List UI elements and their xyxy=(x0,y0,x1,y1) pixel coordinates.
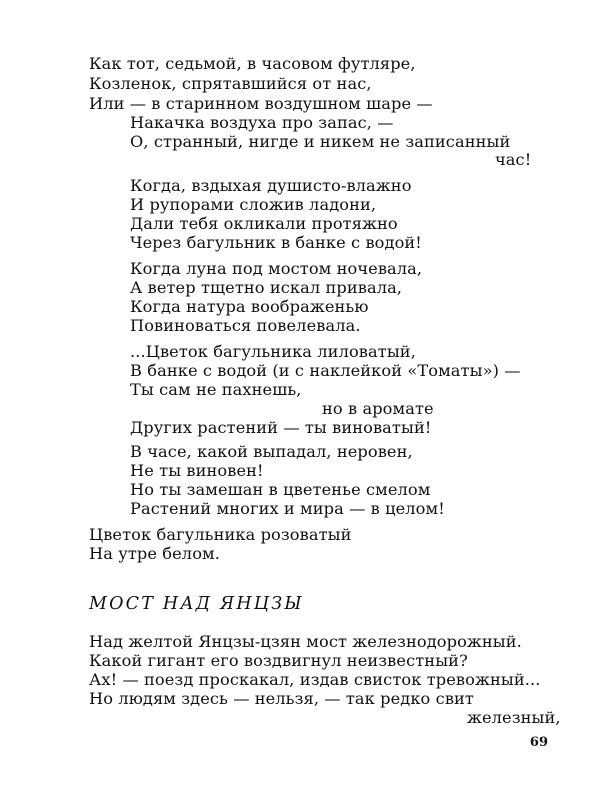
poem-line: Цветок багульника розоватый xyxy=(89,525,352,544)
poem-line: На утре белом. xyxy=(89,544,220,563)
poem-line: ...Цветок багульника лиловатый, xyxy=(130,342,416,361)
poem-line: железный, xyxy=(467,708,561,727)
page-number: 69 xyxy=(529,735,548,750)
poem-line: Накачка воздуха про запас, — xyxy=(130,113,394,132)
poem-line: В банке с водой (и с наклейкой «Томаты») — xyxy=(130,361,521,380)
poem-line: Других растений — ты виноватый! xyxy=(130,418,432,437)
poem-line: Над желтой Янцзы-цзян мост железнодорожный. xyxy=(89,632,522,651)
poem-line: Как тот, седьмой, в часовом футляре, xyxy=(89,54,416,73)
poem-line: Но ты замешан в цветенье смелом xyxy=(130,480,431,499)
poem-line: Повиноваться повелевала. xyxy=(130,316,361,335)
section-title: МОСТ НАД ЯНЦЗЫ xyxy=(89,594,304,614)
poem-line: О, странный, нигде и никем не записанный xyxy=(130,132,511,151)
poem-line: Когда, вздыхая душисто-влажно xyxy=(130,176,412,195)
poem-line: Какой гигант его воздвигнул неизвестный? xyxy=(89,651,468,670)
poem-line: час! xyxy=(495,150,532,169)
poem-line: Когда натура воображенью xyxy=(130,297,369,316)
poem-line: но в аромате xyxy=(322,399,434,418)
poem-line: А ветер тщетно искал привала, xyxy=(130,278,403,297)
poem-line: И рупорами сложив ладони, xyxy=(130,195,377,214)
poem-line: Растений многих и мира — в целом! xyxy=(130,499,445,518)
poem-line: Когда луна под мостом ночевала, xyxy=(130,259,423,278)
poem-line: Не ты виновен! xyxy=(130,461,264,480)
poem-line: Или — в старинном воздушном шаре — xyxy=(89,94,433,113)
poem-line: Дали тебя окликали протяжно xyxy=(130,214,398,233)
poem-line: Через багульник в банке с водой! xyxy=(130,233,422,252)
poem-line: Козленок, спрятавшийся от нас, xyxy=(89,74,372,93)
poem-line: Ах! — поезд проскакал, издав свисток тревожный... xyxy=(89,670,541,689)
poem-line: В часе, какой выпадал, неровен, xyxy=(130,442,413,461)
poem-line: Но людям здесь — нельзя, — так редко свит xyxy=(89,689,474,708)
poem-line: Ты сам не пахнешь, xyxy=(130,380,302,399)
